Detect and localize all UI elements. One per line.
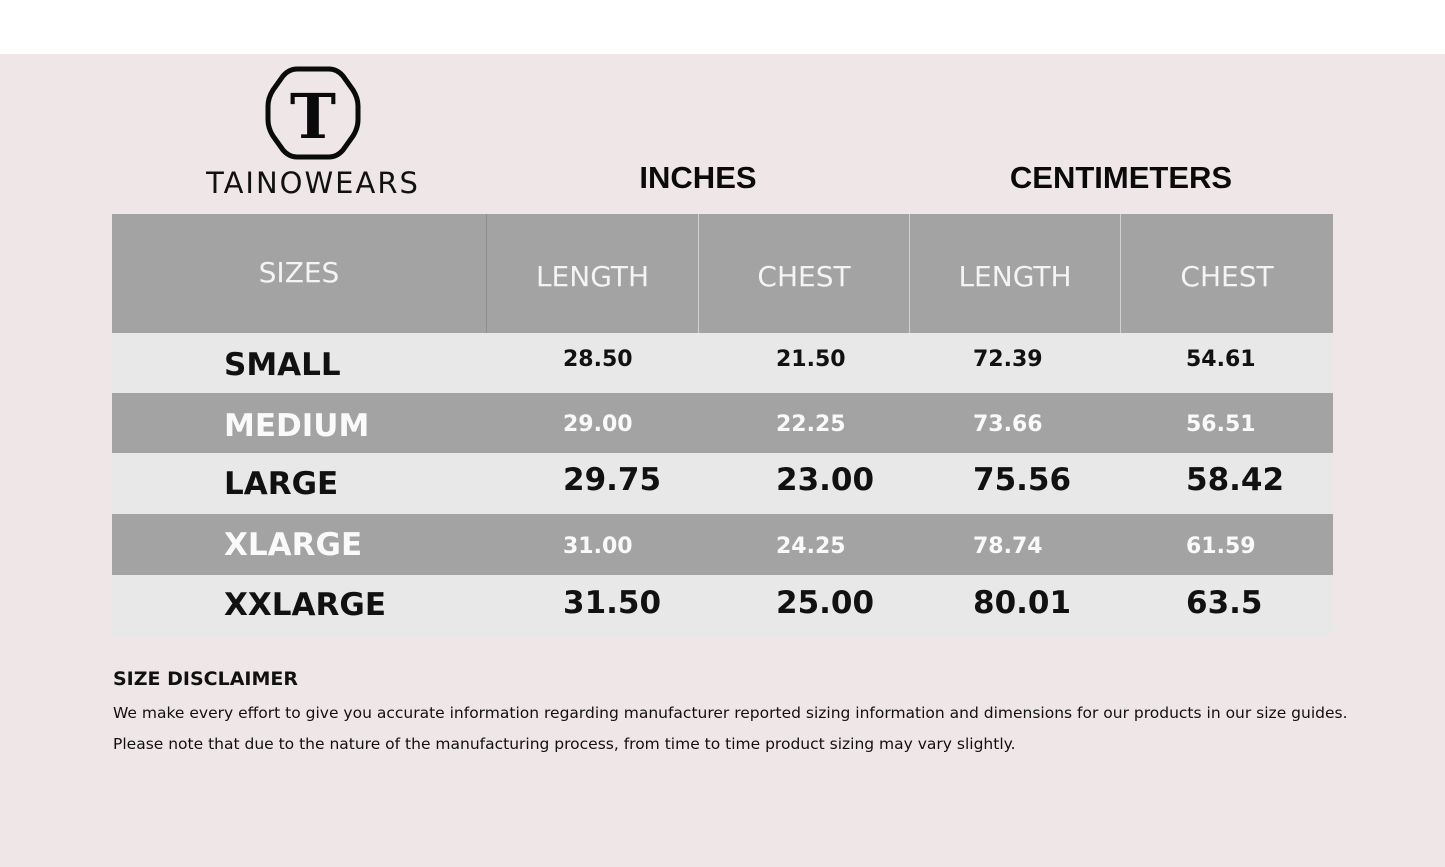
cm-chest-value: 63.5 [1186, 585, 1263, 621]
table-row-medium [112, 393, 1333, 453]
table-row-large [112, 453, 1333, 514]
header-cm-chest: CHEST [1180, 260, 1274, 293]
cm-chest-value: 56.51 [1186, 412, 1256, 437]
disclaimer-title: SIZE DISCLAIMER [113, 668, 298, 690]
cm-length-value: 72.39 [973, 347, 1043, 372]
cm-chest-value: 61.59 [1186, 534, 1256, 559]
size-chart-table [112, 214, 1333, 636]
inches-length-value: 29.75 [563, 462, 662, 498]
table-header-row [112, 214, 1333, 333]
brand-emblem-letter: T [289, 80, 337, 153]
header-inches-chest: CHEST [699, 214, 910, 333]
inches-chest-value: 25.00 [776, 585, 875, 621]
inches-chest-value: 24.25 [776, 534, 846, 559]
cm-chest-value: 54.61 [1186, 347, 1256, 372]
size-label: XLARGE [224, 527, 363, 563]
brand-emblem-icon [265, 66, 361, 160]
inches-length-value: 28.50 [563, 347, 633, 372]
table-row-xxlarge [112, 575, 1333, 636]
cm-chest-value: 58.42 [1186, 462, 1285, 498]
cm-length-value: 80.01 [973, 585, 1072, 621]
inches-length-value: 31.00 [563, 534, 633, 559]
header-inches-length: LENGTH [487, 214, 699, 333]
brand-name: TAINOWEARS [206, 166, 420, 200]
size-label: MEDIUM [224, 408, 370, 444]
size-label: LARGE [224, 466, 339, 502]
brand-logo [183, 66, 443, 206]
cm-length-value: 73.66 [973, 412, 1043, 437]
inches-chest-value: 23.00 [776, 462, 875, 498]
size-label: SMALL [224, 347, 341, 383]
inches-length-value: 29.00 [563, 412, 633, 437]
inches-length-value: 31.50 [563, 585, 662, 621]
table-row-xlarge [112, 514, 1333, 575]
disclaimer-line-2: Please note that due to the nature of the manufacturing process, from time to time product sizing may vary slightly. [113, 735, 1016, 753]
table-row-small [112, 333, 1333, 393]
inches-chest-value: 21.50 [776, 347, 846, 372]
cm-length-value: 75.56 [973, 462, 1072, 498]
header-cm-length: LENGTH [910, 214, 1121, 333]
group-heading-centimeters: CENTIMETERS [1009, 160, 1233, 195]
inches-chest-value: 22.25 [776, 412, 846, 437]
group-heading-inches: INCHES [639, 160, 757, 195]
disclaimer-line-1: We make every effort to give you accurate information regarding manufacturer reported sizing information and dimensions for our products in our size guides. [113, 704, 1348, 722]
cm-length-value: 78.74 [973, 534, 1043, 559]
size-label: XXLARGE [224, 587, 387, 623]
header-sizes: SIZES [112, 214, 487, 333]
